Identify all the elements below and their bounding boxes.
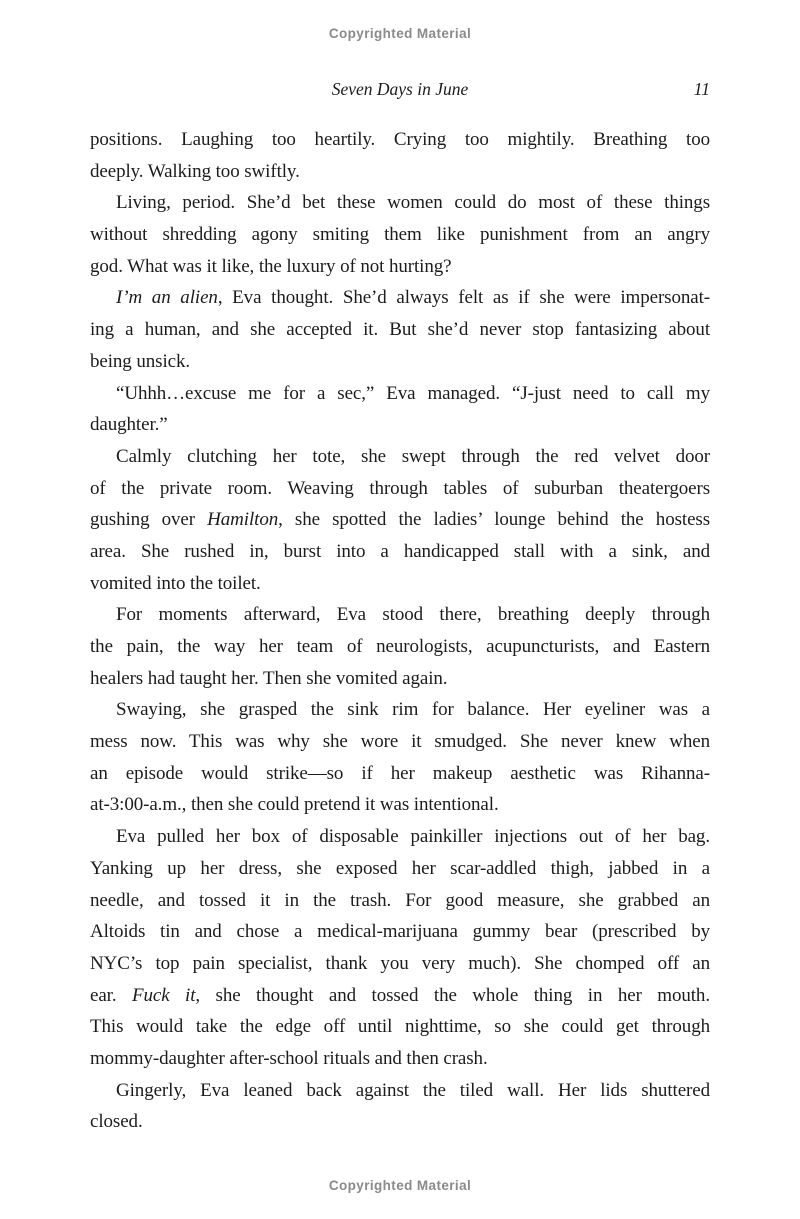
copyright-notice-top: Copyrighted Material (328, 26, 472, 41)
text-run: , she thought and tossed the whole thing in her mouth. (195, 984, 710, 1006)
text-run: at-3:00-a.m., then she could pretend it was intentional. (90, 794, 499, 816)
text-line (90, 156, 710, 188)
text-line (90, 124, 710, 156)
running-title: Seven Days in June (331, 79, 469, 99)
text-line (90, 409, 710, 441)
text-line (90, 853, 710, 885)
text-run: without shredding agony smiting them like punishment from an angry (90, 224, 710, 246)
text-line (90, 251, 710, 283)
text-line (90, 187, 710, 219)
text-run: area. She rushed in, burst into a handicapped stall with a sink, and (90, 540, 710, 562)
text-run: Yanking up her dress, she exposed her scar-addled thigh, jabbed in a (90, 857, 710, 879)
paragraph (90, 187, 710, 282)
text-line (90, 441, 710, 473)
paragraph (90, 599, 710, 694)
text-line (90, 980, 710, 1012)
text-run: healers had taught her. Then she vomited again. (90, 667, 448, 689)
text-line (90, 504, 710, 536)
text-run: ing a human, and she accepted it. But she’d never stop fantasizing about (90, 319, 710, 341)
text-run: Altoids tin and chose a medical-marijuana gummy bear (prescribed by (90, 921, 710, 943)
text-run: gushing over (90, 509, 208, 531)
text-run: ear. (90, 984, 132, 1006)
body-text (90, 124, 710, 1138)
text-run: needle, and tossed it in the trash. For good measure, she grabbed an (90, 889, 710, 911)
text-run: being unsick. (90, 350, 191, 372)
text-run: NYC’s top pain specialist, thank you very much). She chomped off an (90, 952, 710, 974)
text-line (90, 1106, 710, 1138)
text-run: of the private room. Weaving through tables of suburban theatergoers (90, 477, 710, 499)
text-line (90, 314, 710, 346)
text-run: “Uhhh…excuse me for a sec,” Eva managed. “J-just need to call my (116, 382, 710, 404)
text-run: vomited into the toilet. (90, 572, 261, 594)
text-line (90, 599, 710, 631)
text-line (90, 885, 710, 917)
text-run: Swaying, she grasped the sink rim for balance. Her eyeliner was a (116, 699, 710, 721)
text-line (90, 631, 710, 663)
copyright-notice-bottom: Copyrighted Material (328, 1178, 472, 1193)
text-line (90, 726, 710, 758)
text-line (90, 789, 710, 821)
text-line (90, 1011, 710, 1043)
text-line (90, 346, 710, 378)
paragraph (90, 378, 710, 441)
text-line (90, 1075, 710, 1107)
text-run: For moments afterward, Eva stood there, breathing deeply through (116, 604, 710, 626)
paragraph (90, 1075, 710, 1138)
text-line (90, 1043, 710, 1075)
text-run: mess now. This was why she wore it smudged. She never knew when (90, 731, 710, 753)
text-line (90, 536, 710, 568)
text-line (90, 821, 710, 853)
text-line (90, 663, 710, 695)
text-line (90, 473, 710, 505)
text-run: Calmly clutching her tote, she swept through the red velvet door (116, 445, 710, 467)
text-run: Living, period. She’d bet these women could do most of these things (116, 192, 710, 214)
text-run: god. What was it like, the luxury of not hurting? (90, 255, 452, 277)
text-line (90, 916, 710, 948)
text-run: Eva pulled her box of disposable painkiller injections out of her bag. (116, 826, 710, 848)
paragraph (90, 441, 710, 599)
text-run: , she spotted the ladies’ lounge behind the hostess (278, 509, 710, 531)
text-run: an episode would strike—so if her makeup aesthetic was Rihanna- (90, 762, 710, 784)
text-run: positions. Laughing too heartily. Crying too mightily. Breathing too (90, 129, 710, 150)
text-line (90, 758, 710, 790)
text-line (90, 219, 710, 251)
text-line (90, 694, 710, 726)
text-run: Gingerly, Eva leaned back against the tiled wall. Her lids shuttered (116, 1079, 710, 1101)
text-run: daughter.” (90, 414, 168, 436)
paragraph (90, 124, 710, 187)
paragraph (90, 821, 710, 1075)
running-header (90, 78, 710, 100)
paragraph (90, 694, 710, 821)
page-number: 11 (693, 79, 710, 99)
text-line (90, 568, 710, 600)
italic-text-run: I’m an alien (116, 287, 218, 309)
text-run: deeply. Walking too swiftly. (90, 160, 300, 182)
text-run: mommy-daughter after-school rituals and then crash. (90, 1047, 488, 1069)
text-line (90, 282, 710, 314)
text-line (90, 948, 710, 980)
italic-text-run: Hamilton (207, 509, 279, 531)
italic-text-run: Fuck it (131, 984, 196, 1006)
text-run: closed. (90, 1111, 143, 1133)
text-run: This would take the edge off until nighttime, so she could get through (90, 1016, 710, 1038)
paragraph (90, 282, 710, 377)
text-line (90, 378, 710, 410)
text-run: , Eva thought. She’d always felt as if she were impersonat- (217, 287, 710, 309)
text-run: the pain, the way her team of neurologists, acupuncturists, and Eastern (90, 636, 710, 657)
